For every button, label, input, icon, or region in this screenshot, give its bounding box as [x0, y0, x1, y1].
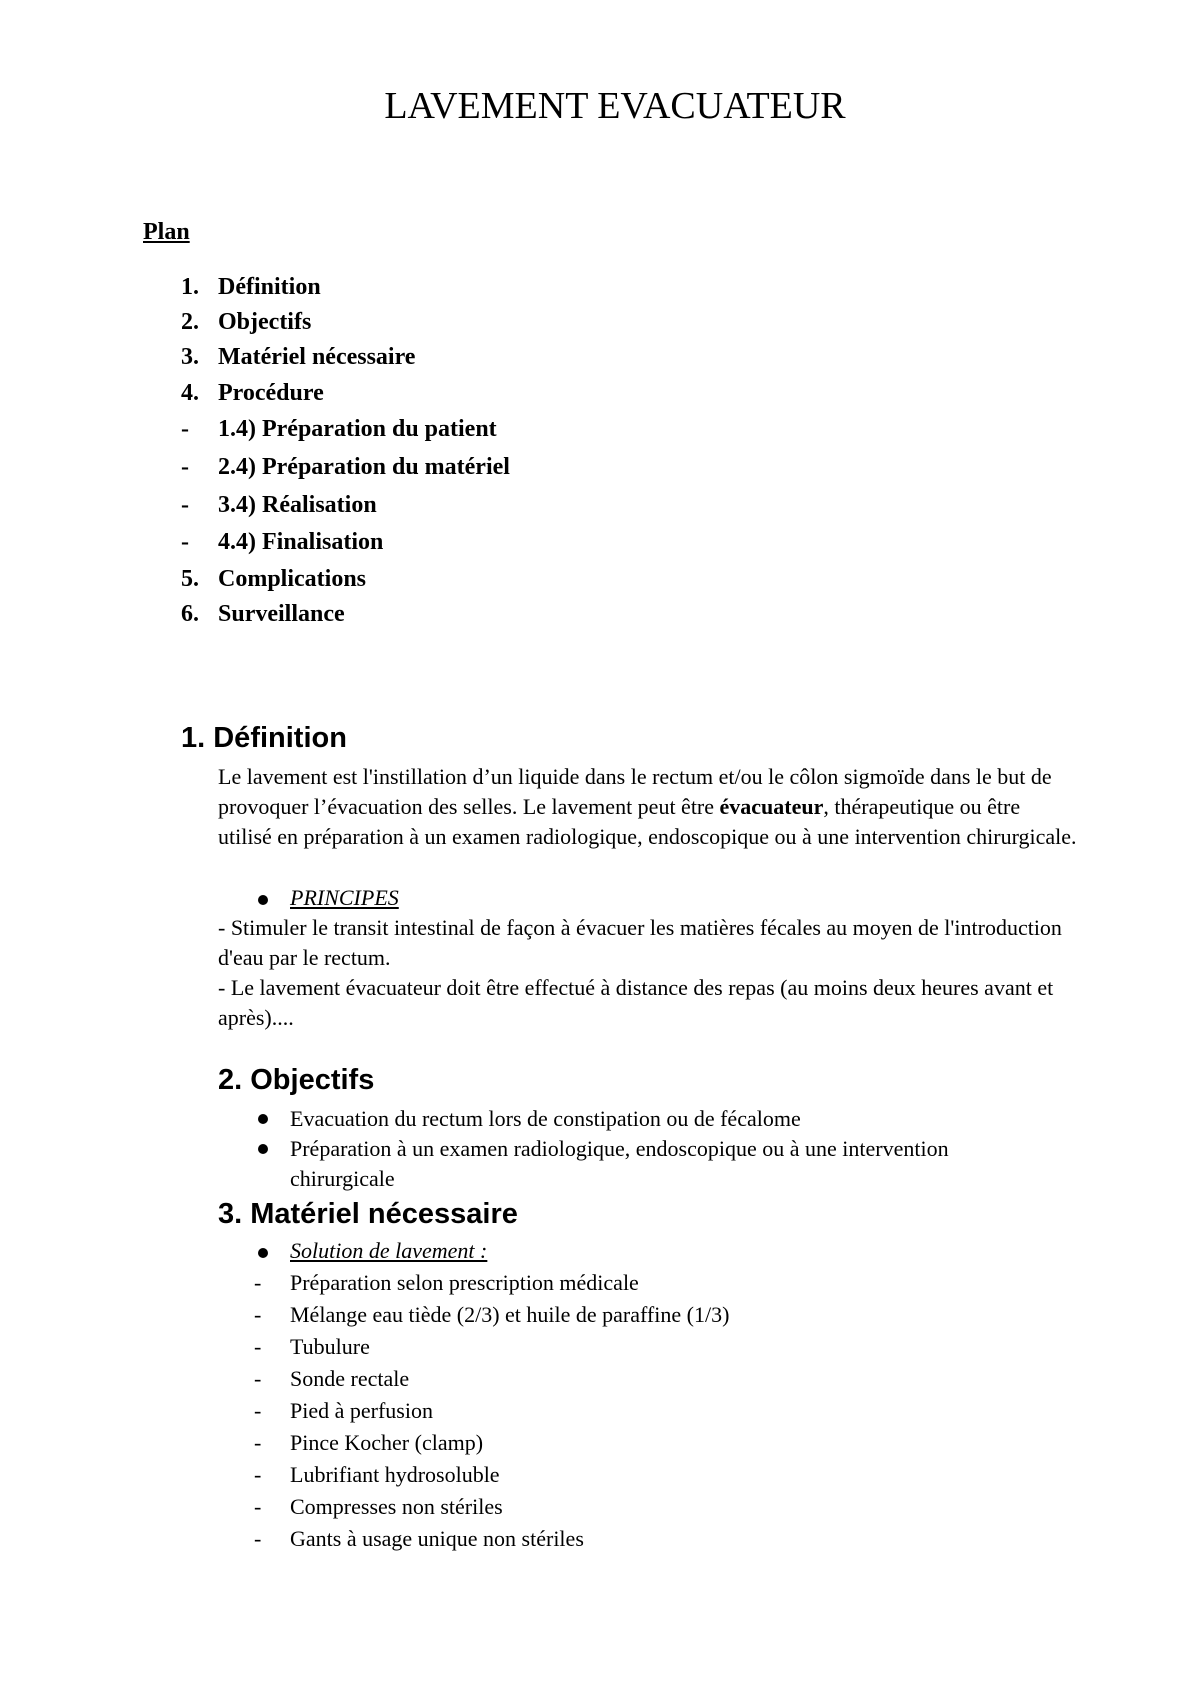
- plan-item-marker: 4.: [181, 380, 199, 406]
- plan-item-marker: -: [181, 416, 189, 442]
- plan-item-text: 2.4) Préparation du matériel: [218, 454, 510, 480]
- document-title: LAVEMENT EVACUATEUR: [384, 85, 846, 127]
- bullet-icon: [258, 1144, 268, 1154]
- materiel-item-text: Pince Kocher (clamp): [290, 1430, 484, 1455]
- objectif-text: chirurgicale: [290, 1166, 395, 1191]
- dash-marker: -: [254, 1270, 262, 1295]
- definition-text-start: Le lavement est l'instillation d’un liquide dans le rectum et/ou le côlon sigmoïde dans le but de provoquer l’évacuation des selles. Le lavement peut être: [218, 764, 1052, 819]
- plan-item-marker: -: [181, 454, 189, 480]
- definition-paragraph: [218, 762, 1078, 852]
- dash-marker: -: [254, 1398, 262, 1423]
- materiel-item-text: Mélange eau tiède (2/3) et huile de paraffine (1/3): [290, 1302, 730, 1327]
- plan-item-text: Surveillance: [218, 601, 345, 627]
- principes-bullet: [0, 883, 1200, 913]
- plan-heading: Plan: [143, 219, 190, 245]
- plan-item-marker: 1.: [181, 274, 199, 300]
- principes-label: PRINCIPES: [290, 885, 399, 910]
- plan-item-marker: 2.: [181, 309, 199, 335]
- plan-item-text: Objectifs: [218, 309, 312, 335]
- plan-item-text: Définition: [218, 274, 321, 300]
- objectifs-heading: 2. Objectifs: [218, 1064, 375, 1096]
- objectif-item: [0, 1104, 1200, 1134]
- dash-marker: -: [254, 1526, 262, 1551]
- materiel-item-text: Sonde rectale: [290, 1366, 410, 1391]
- dash-marker: -: [254, 1462, 262, 1487]
- materiel-heading: 3. Matériel nécessaire: [218, 1198, 518, 1230]
- plan-item-text: 4.4) Finalisation: [218, 529, 384, 555]
- materiel-item-text: Pied à perfusion: [290, 1398, 433, 1423]
- plan-item-marker: -: [181, 529, 189, 555]
- plan-item-marker: -: [181, 492, 189, 518]
- dash-marker: -: [254, 1494, 262, 1519]
- objectif-text: Préparation à un examen radiologique, endoscopique ou à une intervention: [290, 1136, 949, 1161]
- plan-item-marker: 5.: [181, 566, 199, 592]
- materiel-item-text: Tubulure: [290, 1334, 370, 1359]
- principes-line-2: - Le lavement évacuateur doit être effectué à distance des repas (au moins deux heures avant et après)....: [218, 975, 1054, 1030]
- objectif-text: Evacuation du rectum lors de constipation ou de fécalome: [290, 1106, 801, 1131]
- plan-item-text: Complications: [218, 566, 367, 592]
- objectif-item-continuation: [0, 1164, 1200, 1194]
- plan-item-text: Matériel nécessaire: [218, 344, 416, 370]
- bullet-icon: [258, 1114, 268, 1124]
- dash-marker: -: [254, 1366, 262, 1391]
- materiel-item-text: Lubrifiant hydrosoluble: [290, 1462, 500, 1487]
- objectif-item: [0, 1134, 1200, 1164]
- dash-marker: -: [254, 1302, 262, 1327]
- materiel-item-text: Préparation selon prescription médicale: [290, 1270, 639, 1295]
- materiel-sub-label: Solution de lavement :: [290, 1238, 488, 1263]
- definition-heading: 1. Définition: [181, 722, 347, 754]
- bullet-icon: [258, 1248, 268, 1258]
- definition-bold-term: évacuateur: [719, 794, 824, 819]
- materiel-sub-bullet: [0, 1236, 1200, 1266]
- plan-item-text: 1.4) Préparation du patient: [218, 416, 497, 442]
- dash-marker: -: [254, 1334, 262, 1359]
- materiel-item-text: Gants à usage unique non stériles: [290, 1526, 584, 1551]
- materiel-item-text: Compresses non stériles: [290, 1494, 503, 1519]
- plan-item-marker: 6.: [181, 601, 199, 627]
- bullet-icon: [258, 895, 268, 905]
- plan-item-text: Procédure: [218, 380, 324, 406]
- plan-item-text: 3.4) Réalisation: [218, 492, 377, 518]
- principes-line-1: - Stimuler le transit intestinal de façon à évacuer les matières fécales au moyen de l'introduction d'eau par le rectum.: [218, 915, 1062, 970]
- plan-item-marker: 3.: [181, 344, 199, 370]
- definition-text-end: , thérapeutique ou être utilisé en préparation à un examen radiologique, endoscopique ou à une intervention chirurgicale.: [218, 794, 1077, 849]
- dash-marker: -: [254, 1430, 262, 1455]
